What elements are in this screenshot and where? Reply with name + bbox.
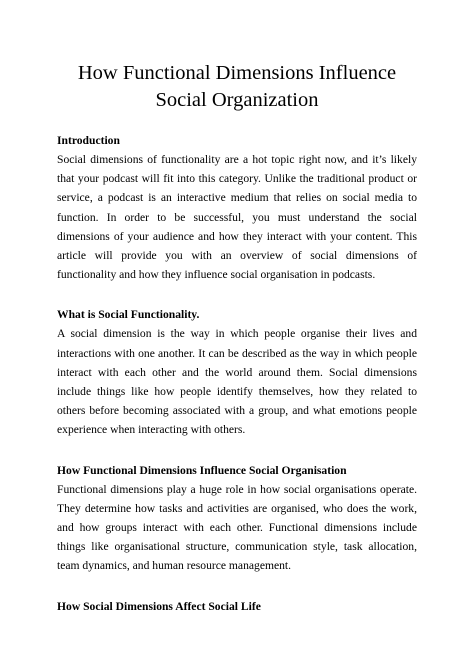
- section-heading: How Functional Dimensions Influence Social Organisation: [57, 463, 347, 477]
- section-paragraph: Functional dimensions play a huge role in how social organisations operate. They determine how tasks and activities are organised, who does the work, and how groups interact with each other. Functional dimensions include things like organisational structure, communication style, task allocation, team dynamics, and human resource management.: [57, 482, 417, 573]
- document-title-line-2: Social Organization: [155, 89, 319, 111]
- section-spacer: [57, 284, 417, 305]
- section-introduction: [57, 131, 417, 284]
- section-spacer: [57, 440, 417, 461]
- section-what-is-social-functionality: [57, 305, 417, 439]
- document-title: [57, 60, 417, 114]
- section-heading: Introduction: [57, 134, 120, 147]
- section-heading: What is Social Functionality.: [57, 308, 200, 322]
- section-heading: How Social Dimensions Affect Social Life: [57, 599, 261, 613]
- section-functional-dimensions: [57, 461, 417, 576]
- document-title-line-1: How Functional Dimensions Influence: [77, 62, 397, 84]
- section-paragraph: A social dimension is the way in which people organise their lives and interactions with one another. It can be described as the way in which people interact with each other and the world around them. Social dimensions include things like how people identify themselves, how they related to others before becoming associated with a group, and what emotions people experience when interacting with others.: [57, 327, 417, 437]
- section-spacer: [57, 576, 417, 597]
- section-paragraph: Social dimensions of functionality are a hot topic right now, and it’s likely that your podcast will fit into this category. Unlike the traditional product or service, a podcast is an interactive medium that relies on social media to function. In order to be successful, you must understand the social dimensions of your audience and how they interact with your content. This article will provide you with an overview of social dimensions of functionality and how they influence social organisation in podcasts.: [57, 153, 417, 282]
- section-social-dimensions-social-life: [57, 597, 417, 616]
